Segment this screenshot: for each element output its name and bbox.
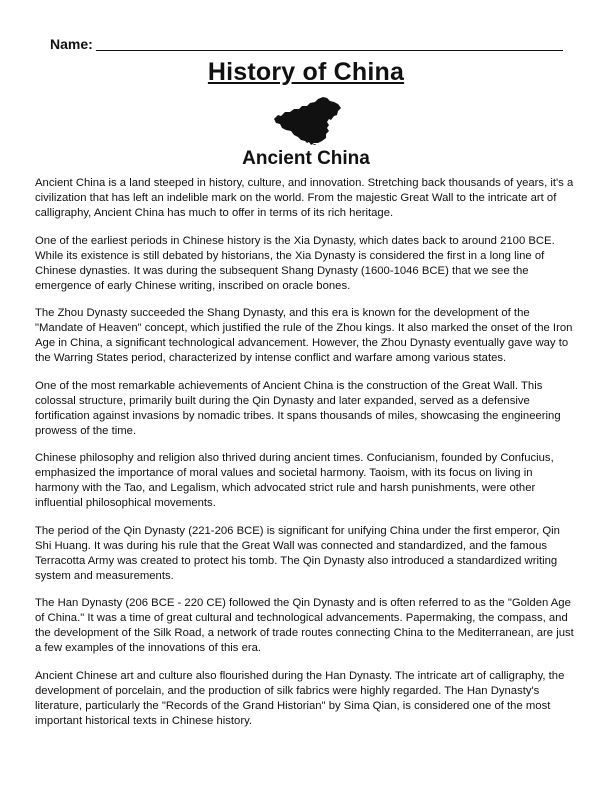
name-line: [96, 50, 563, 51]
name-label: Name:: [50, 36, 93, 52]
china-map-silhouette: [274, 97, 341, 145]
paragraph: Ancient Chinese art and culture also flourished during the Han Dynasty. The intricate art of calligraphy, the development of porcelain, and the production of silk fabrics were highly regarded. The Han Dynasty's literature, particularly the "Records of the Grand Historian" by Sima Qian, is considered one of the most important historical texts in Chinese history.: [35, 669, 565, 727]
paragraph: The Han Dynasty (206 BCE - 220 CE) followed the Qin Dynasty and is often referred to as the "Golden Age of China." It was a time of great cultural and technological advancements. Papermaking, the compass, and the development of the Silk Road, a network of trade routes connecting China to the Mediterranean, are just a few examples of the innovations of this era.: [35, 597, 574, 654]
paragraph: One of the most remarkable achievements of Ancient China is the construction of the Great Wall. This colossal structure, primarily built during the Qin Dynasty and later expanded, served as a defensive fortification against invasions by nomadic tribes. It spans thousands of miles, showcasing the engineering prowess of the time.: [35, 379, 561, 437]
paragraph: The Zhou Dynasty succeeded the Shang Dynasty, and this era is known for the development of the "Mandate of Heaven" concept, which justified the rule of the Zhou kings. It also marked the onset of the Iron Age in China, a significant technological advancement. However, the Zhou Dynasty eventually gave way to the Warring States period, characterized by intense conflict and warfare among various states.: [35, 307, 573, 364]
hainan-island: [312, 144, 316, 145]
china-map-icon: [271, 97, 342, 145]
paragraph: One of the earliest periods in Chinese history is the Xia Dynasty, which dates back to around 2100 BCE. While its existence is still debated by historians, the Xia Dynasty is considered the first in a long line of Chinese dynasties. It was during the subsequent Shang Dynasty (1600-1046 BCE) that we see the emergence of early Chinese writing, inscribed on oracle bones.: [35, 234, 555, 292]
name-row: [50, 36, 565, 54]
page-title: History of China: [207, 58, 405, 86]
paragraph: The period of the Qin Dynasty (221-206 BCE) is significant for unifying China under the first emperor, Qin Shi Huang. It was during his rule that the Great Wall was connected and standardized, and the famous Terracotta Army was created to protect his tomb. The Qin Dynasty also introduced a standardized writing system and measurements.: [35, 524, 560, 582]
article-body: [35, 176, 575, 741]
paragraph: Ancient China is a land steeped in history, culture, and innovation. Stretching back thousands of years, it's a civilization that has left an indelible mark on the world. From the majestic Great Wall to the intricate art of calligraphy, Ancient China has much to offer in terms of its rich heritage.: [35, 177, 574, 219]
section-title: Ancient China: [242, 148, 370, 169]
paragraph: Chinese philosophy and religion also thrived during ancient times. Confucianism, founded by Confucius, emphasized the importance of moral values and societal harmony. Taoism, with its focus on living in harmony with the Tao, and Legalism, which advocated strict rule and harsh punishments, were other influential philosophical movements.: [35, 452, 554, 509]
